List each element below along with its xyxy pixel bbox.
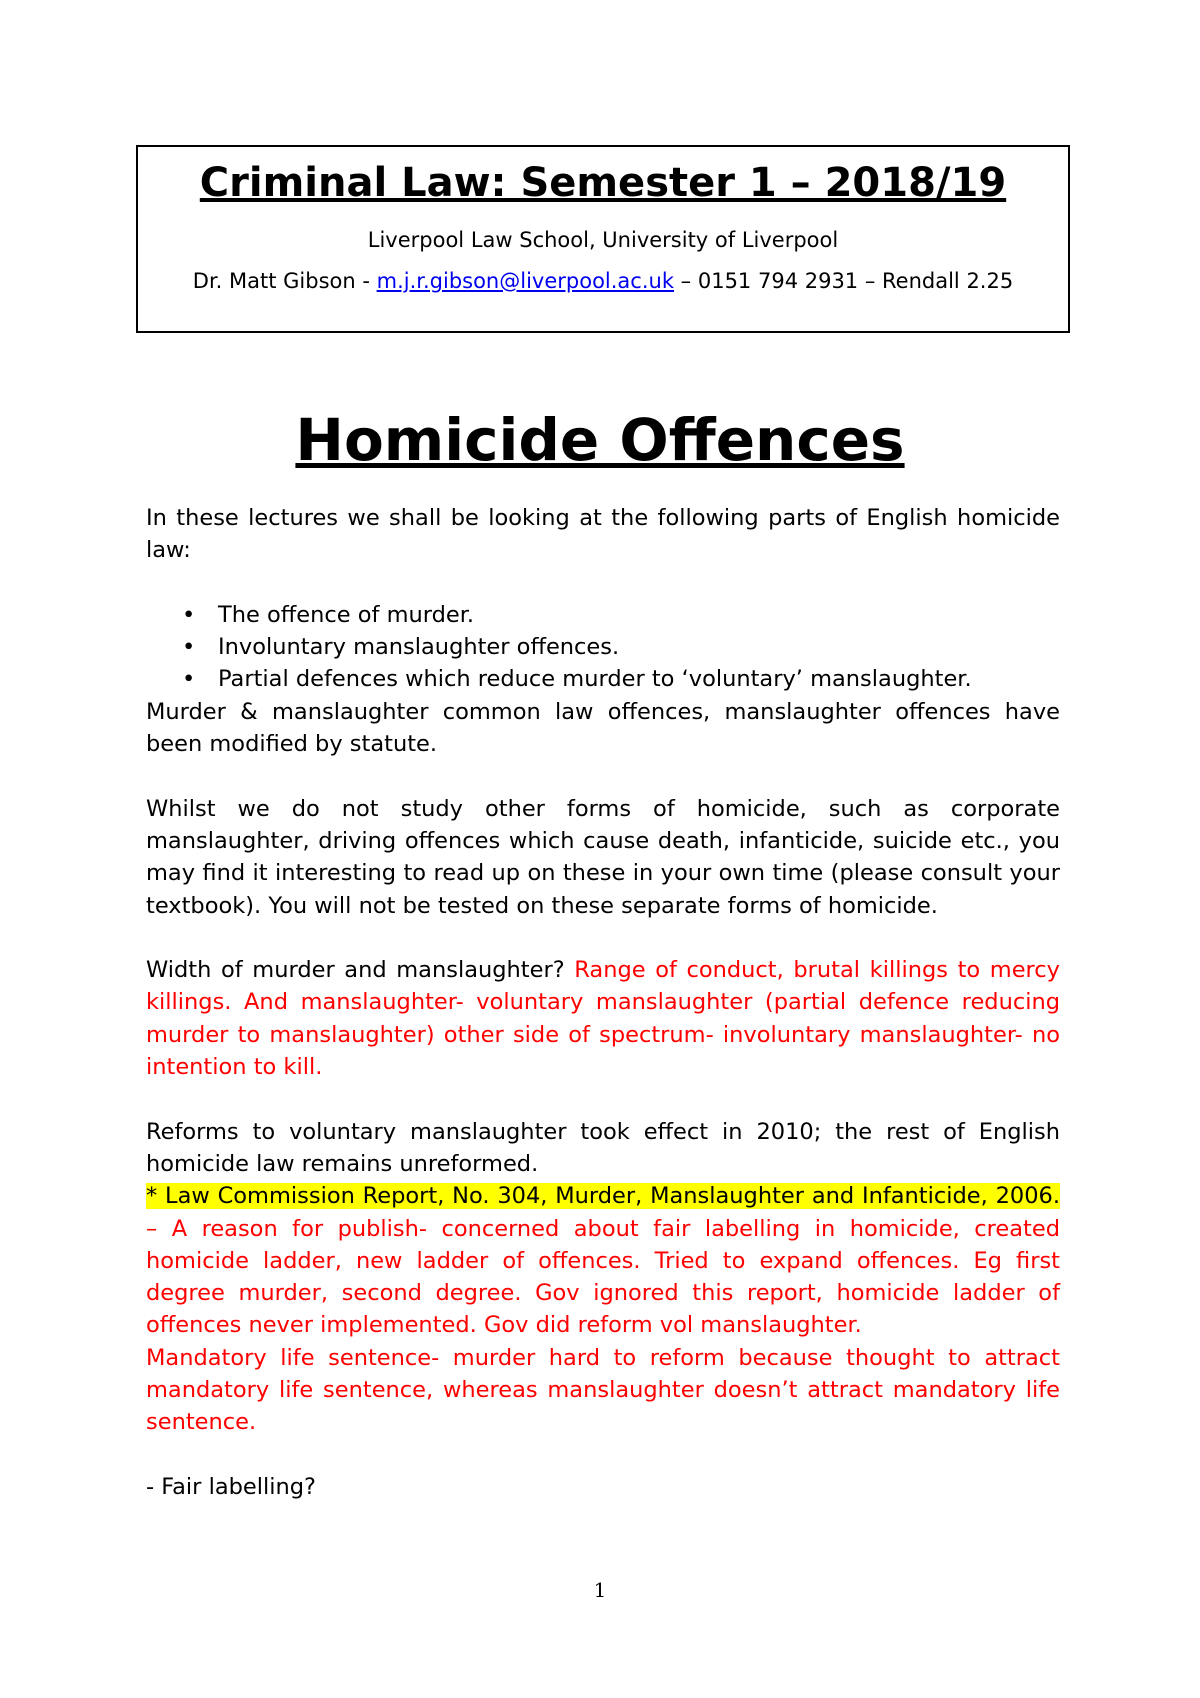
list-item: • Involuntary manslaughter offences. [218, 631, 1060, 663]
document-body [146, 502, 1060, 1503]
topic-list [146, 599, 1060, 696]
list-item: • The offence of murder. [218, 599, 1060, 631]
law-commission-annotation: – A reason for publish- concerned about fair labelling in homicide, created homicide ladder, new ladder of offences. Tried to expand offences. Eg first degree murder, second degree. Gov ignored this report, homicide ladder of offences never implemented. Gov did reform vol manslaughter. [146, 1215, 1060, 1339]
course-title: Criminal Law: Semester 1 – 2018/19 [199, 160, 1007, 206]
width-question: Width of murder and manslaughter? [146, 957, 575, 984]
bullet-icon: • [182, 666, 196, 693]
fair-labelling-item: - Fair labelling? [146, 1473, 316, 1500]
list-item: • Partial defences which reduce murder to ‘voluntary’ manslaughter. [218, 663, 1060, 695]
school-name: Liverpool Law School, University of Liverpool [367, 228, 839, 252]
common-law-paragraph: Murder & manslaughter common law offences, manslaughter offences have been modified by statute. [146, 698, 1060, 758]
other-forms-paragraph: Whilst we do not study other forms of homicide, such as corporate manslaughter, driving offences which cause death, infanticide, suicide etc., you may find it interesting to read up on these in your own time (please consult your textbook). You will not be tested on these separate forms of homicide. [146, 795, 1060, 919]
lecturer-name: Dr. Matt Gibson - [192, 269, 377, 293]
course-header-box [136, 145, 1070, 333]
law-commission-reference: * Law Commission Report, No. 304, Murder, Manslaughter and Infanticide, 2006. [146, 1183, 1060, 1210]
page-title: Homicide Offences [295, 406, 905, 474]
bullet-icon: • [182, 601, 196, 628]
contact-details: – 0151 794 2931 – Rendall 2.25 [674, 269, 1014, 293]
page-number: 1 [593, 1578, 607, 1602]
bullet-icon: • [182, 634, 196, 661]
contact-line [138, 267, 1068, 295]
reforms-paragraph: Reforms to voluntary manslaughter took effect in 2010; the rest of English homicide law remains unreformed. [146, 1118, 1060, 1177]
mandatory-life-annotation: Mandatory life sentence- murder hard to reform because thought to attract mandatory life sentence, whereas manslaughter doesn’t attract mandatory life sentence. [146, 1344, 1060, 1436]
width-answer-annotation: Range of conduct, brutal killings to mercy killings. And manslaughter- voluntary manslaughter (partial defence reducing murder to manslaughter) other side of spectrum- involuntary manslaughter- no intention to kill. [146, 957, 1060, 1081]
width-paragraph [146, 954, 1060, 1083]
intro-paragraph: In these lectures we shall be looking at the following parts of English homicide law: [146, 505, 1060, 564]
law-commission-paragraph [146, 1180, 1060, 1341]
email-link[interactable]: m.j.r.gibson@liverpool.ac.uk [376, 269, 674, 293]
